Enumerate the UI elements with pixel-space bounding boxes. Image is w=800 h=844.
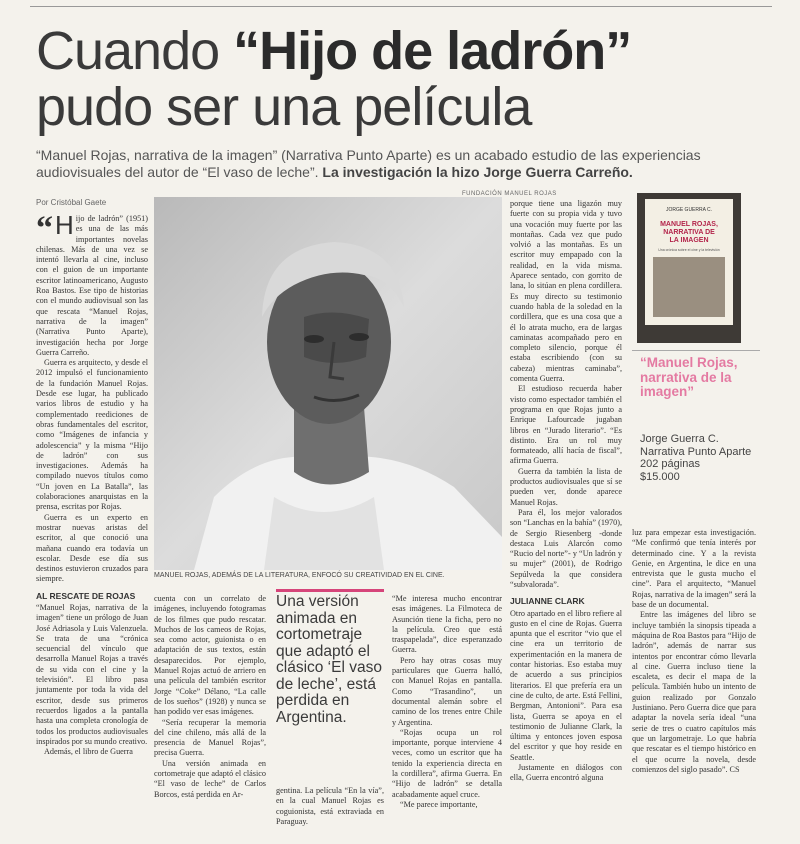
open-quote-icon: “ — [36, 210, 53, 247]
paragraph: Guerra es un experto en mostrar nuevas aristas del escritor, al que conoció una mañana cuando era todavía un escolar. Desde ese día sus destinos estuvieron cruzados para siempre. — [36, 512, 148, 584]
column-3 — [276, 786, 384, 827]
book-title: MANUEL ROJAS, NARRATIVA DE LA IMAGEN — [660, 221, 718, 244]
paragraph: Además, el libro de Guerra — [44, 747, 133, 757]
sidebar-book-info — [640, 433, 760, 483]
sidebar-book-title: “Manuel Rojas, narrativa de la imagen” — [640, 355, 738, 399]
sidebar-rule — [632, 350, 760, 351]
paragraph: “Manuel Rojas, narrativa de la imagen” tiene un prólogo de Juan José Adriasola y Luis Valenzuela. Se trata de una “crónica secuencial del vínculo que desarrolla Manuel Rojas a través de su vida con el cine y la televisión”. El libro pasa juntamente por toda la vida del escritor, desde sus primeros recuerdos ligados a la pantalla hasta una completa cronología de todos los productos audiovisuales inspirados por su mundo creativo. — [36, 602, 148, 746]
paragraph: Justamente en diálogos con ella, Guerra encontró alguna — [510, 763, 622, 783]
headline-line-2: pudo ser una película — [36, 77, 532, 137]
paragraph: Entre las imágenes del libro se incluye también la sinopsis tipeada a máquina de Roa Bastos para “Hijo de ladrón”, además de narrar sus intentos por encontrar cómo llevarla al cine. Guerra incluso tiene la escaleta, es decir el mapa de la película. También hubo un intento de guion realizado por Gonzalo Justiniano. Pero Guerra dice que para adaptar la novela sería ideal “una serie de tres o cuatro capítulos más que un largometraje. Lo que habría que rescatar es el tiempo histórico en el que ocurre la novela, desde comienzos del siglo pasado”. CS — [632, 610, 756, 774]
paragraph: El estudioso recuerda haber visto como espectador también el programa en que Rojas junto a Enrique Lafourcade jugaban libros en “Jurado literario”. “Es distinto. Era un rol muy formateado, allí hacía de fiscal”, afirma Guerra. — [510, 384, 622, 466]
paragraph: “Sería recuperar la memoria del cine chileno, más allá de la presencia de Manuel Rojas”, precisa Guerra. — [154, 717, 266, 758]
photo-credit: FUNDACIÓN MANUEL ROJAS — [462, 191, 557, 197]
portrait-illustration — [154, 197, 502, 570]
column-5 — [510, 199, 622, 784]
paragraph: “Me parece importante, — [400, 799, 478, 809]
pullquote-rule — [276, 589, 384, 592]
photo-caption: MANUEL ROJAS, ADEMÁS DE LA LITERATURA, ENFOCÓ SU CREATIVIDAD EN EL CINE. — [154, 572, 445, 579]
paragraph: Otro apartado en el libro refiere al gusto en el cine de Rojas. Guerra apunta que el escritor “vio que el cine era un territorio de experimentación en la manera de contar historias. Eso estaba muy de acuerdo a sus principios literarios. El que prefería era un cine de culto, de arte. Está Fellini, Bergman, Antonioni”. Para esa lista, Guerra se apoya en el testimonio de Julianne Clark, la última y entonces joven esposa del escritor y que hoy reside en Seattle. — [510, 608, 622, 762]
top-rule — [30, 6, 772, 7]
paragraph: Pero hay otras cosas muy particulares que Guerra halló, con Manuel Rojas en pantalla. Como “Trasandino”, un documental alemán sobre el camino de los trenes entre Chile y Argentina. — [392, 655, 502, 727]
subheading: JULIANNE CLARK — [510, 596, 585, 607]
pullquote: Una versión animada en cortometraje que adaptó el clásico ‘El vaso de leche’, está perdida en Argentina. — [276, 593, 382, 726]
column-6 — [632, 528, 756, 775]
column-4 — [392, 594, 502, 810]
byline: Por Cristóbal Gaete — [36, 198, 107, 207]
paragraph: “Me interesa mucho encontrar esas imágenes. La Filmoteca de Asunción tiene la ficha, pero no la película. Creo que está traspapelada”, dice esperanzado Guerra. — [392, 594, 502, 655]
column-1 — [36, 210, 148, 757]
headline-line-1: Cuando “Hijo de ladrón” — [36, 21, 632, 81]
paragraph: “Rojas ocupa un rol importante, porque interviene 4 veces, como un escritor que ha tenido la experiencia directa en la cordillera”, afirma Guerra. En “Hijo de ladrón” se detalla acabadamente aquel cruce. — [392, 727, 502, 799]
subheading: AL RESCATE DE ROJAS — [36, 590, 136, 601]
dropcap: H — [55, 210, 74, 240]
sidebar-pages: 202 páginas — [640, 458, 700, 470]
paragraph: cuenta con un correlato de imágenes, incluyendo fotogramas de los filmes que pudo rescatar. Muchos de los cameos de Rojas, sea como actor, guionista o en adaptación de sus textos, están desaparecidos. Por ejemplo, Manuel Rojas actuó de arriero en una película del también escritor Jorge “Coke” Délano, “La calle de los sueños” (1928) y nunca se han podido ver esas imágenes. — [154, 594, 266, 717]
sidebar-author: Jorge Guerra C. — [640, 433, 719, 445]
paragraph: Guerra da también la lista de productos audiovisuales que sí se pueden ver, donde aparece Manuel Rojas. — [510, 466, 622, 507]
sidebar-price: $15.000 — [640, 470, 680, 483]
book-cover — [637, 193, 741, 343]
portrait-photo — [154, 197, 502, 570]
paragraph: Para él, los mejor valorados son “Lanchas en la bahía” (1970), de Sergio Riesenberg -donde destaca Luis Alarcón como “Rucio del norte”- y “Un ladrón y su mujer” (2001), de Rodrigo Sepúlveda la que considera “subvalorada”. — [510, 507, 622, 589]
headline-bold: “Hijo de ladrón” — [233, 21, 632, 81]
paragraph: porque tiene una ligazón muy fuerte con su propia vida y tuvo una vocación muy fuerte por las montañas. Cada vez que pudo volvió a las montañas. Es un escritor muy empapado con la realidad, en la vida misma. Aparece sentado, con gorrito de lana, lo sitúan en plena cordillera. Es muy directo su testimonio cuando habla de la soledad en la cordillera, que es una cosa que a él lo atrata mucho, era de largas caminatas acompañado pero en completo silencio, porque él estaba escribiendo (con su cabeza) mientras caminaba”, comenta Guerra. — [510, 199, 622, 384]
paragraph: “ H ijo de ladrón” (1951) es una de las más importantes novelas chilenas. Más de una vez se intentó llevarla al cine, incluso con el guion de un importante escritor latinoamericano, Augusto Roa Bastos. Ese tipo de historias con el mundo audiovisual son las que rescata “Manuel Rojas, narrativa de la imagen” (Narrativa Punto Aparte), investigación hecha por Jorge Guerra Carreño. — [36, 210, 148, 357]
book-cover-photo — [653, 257, 725, 317]
sidebar-publisher: Narrativa Punto Aparte — [640, 445, 752, 458]
paragraph: luz para empezar esta investigación. “Me confirmó que tenía interés por determinado cine. Y a la revista Genie, en Argentina, le dice en una entrevista que le gusta mucho el cine”. Para el arquitecto, “Manuel Rojas, narrativa de la imagen” será la base de un documental. — [632, 528, 756, 610]
paragraph: gentina. La película “En la vía”, en la cual Manuel Rojas es coguionista, está extraviada en Paraguay. — [276, 786, 384, 826]
book-cover-inner — [645, 199, 733, 325]
column-2 — [154, 594, 266, 800]
book-author: JORGE GUERRA C. — [665, 207, 713, 213]
book-subtitle: Una crónica sobre el cine y la televisión — [658, 248, 720, 252]
paragraph: Guerra es arquitecto, y desde el 2012 impulsó el funcionamiento de la fundación Manuel Rojas. Desde ese lugar, ha publicado varios libros de estudio y ha complementado reediciones de obras fundamentales del escritor, como “Imágenes de infancia y adolescencia” y la misma “Hijo de ladrón” con sus investigaciones. Además ha compilado nuevos títulos como “Un joven en La Batalla”, las colaboraciones anarquistas en la prensa, escritas por Rojas. — [36, 358, 148, 512]
article-deck: “Manuel Rojas, narrativa de la imagen” (Narrativa Punto Aparte) es un acabado estudio de las experiencias audiovisuales del autor de “El vaso de leche”. La investigación la hizo Jorge Guerra Carreño. — [36, 147, 701, 180]
paragraph: Una versión animada en cortometraje que adaptó el clásico “El vaso de leche” de Carlos Borcos, está perdida en Ar- — [154, 758, 266, 799]
